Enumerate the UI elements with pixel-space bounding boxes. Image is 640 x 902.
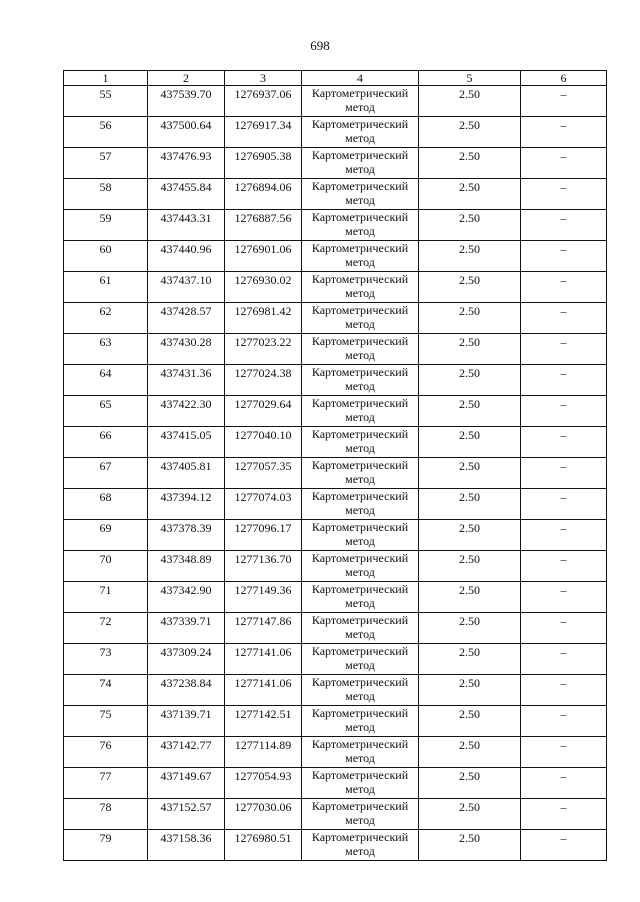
method-text-line1: Картометрический [311,489,409,503]
table-row [64,582,607,613]
y-coordinate-cell: 1276901.06 [225,241,302,272]
method-text-line2: метод [345,162,375,176]
table-row [64,148,607,179]
method-text-line2: метод [345,193,375,207]
accuracy-cell: 2.50 [419,272,521,303]
method-cell [302,86,419,117]
method-text-line1: Картометрический [311,117,409,131]
method-cell [302,272,419,303]
table-row [64,799,607,830]
point-number-cell: 55 [64,86,148,117]
x-coordinate-cell: 437238.84 [148,675,225,706]
method-text-line1: Картометрический [311,458,409,472]
accuracy-cell: 2.50 [419,830,521,861]
method-cell [302,768,419,799]
method-cell [302,799,419,830]
note-cell: – [521,675,607,706]
note-cell: – [521,210,607,241]
note-cell: – [521,241,607,272]
method-text-line1: Картометрический [311,737,409,751]
y-coordinate-cell: 1277074.03 [225,489,302,520]
method-text-line1: Картометрический [311,520,409,534]
y-coordinate-cell: 1277142.51 [225,706,302,737]
point-number-cell: 57 [64,148,148,179]
point-number-cell: 60 [64,241,148,272]
table-header-row [64,71,607,86]
accuracy-cell: 2.50 [419,551,521,582]
x-coordinate-cell: 437142.77 [148,737,225,768]
note-cell: – [521,644,607,675]
method-cell [302,365,419,396]
note-cell: – [521,427,607,458]
point-number-cell: 64 [64,365,148,396]
method-text-line1: Картометрический [311,427,409,441]
table-row [64,706,607,737]
x-coordinate-cell: 437500.64 [148,117,225,148]
x-coordinate-cell: 437309.24 [148,644,225,675]
y-coordinate-cell: 1277040.10 [225,427,302,458]
method-cell [302,520,419,551]
x-coordinate-cell: 437415.05 [148,427,225,458]
method-text-line2: метод [345,379,375,393]
accuracy-cell: 2.50 [419,365,521,396]
method-text-line2: метод [345,348,375,362]
note-cell: – [521,272,607,303]
method-text-line1: Картометрический [311,582,409,596]
table-row [64,179,607,210]
method-text-line2: метод [345,813,375,827]
point-number-cell: 71 [64,582,148,613]
point-number-cell: 56 [64,117,148,148]
accuracy-cell: 2.50 [419,427,521,458]
point-number-cell: 79 [64,830,148,861]
column-header: 6 [521,71,607,86]
method-text-line2: метод [345,441,375,455]
method-cell [302,706,419,737]
point-number-cell: 77 [64,768,148,799]
note-cell: – [521,830,607,861]
method-text-line2: метод [345,782,375,796]
x-coordinate-cell: 437342.90 [148,582,225,613]
y-coordinate-cell: 1276937.06 [225,86,302,117]
point-number-cell: 69 [64,520,148,551]
method-text-line2: метод [345,100,375,114]
x-coordinate-cell: 437539.70 [148,86,225,117]
table-row [64,768,607,799]
method-text-line1: Картометрический [311,675,409,689]
note-cell: – [521,582,607,613]
method-cell [302,179,419,210]
table-row [64,365,607,396]
y-coordinate-cell: 1276917.34 [225,117,302,148]
note-cell: – [521,551,607,582]
accuracy-cell: 2.50 [419,489,521,520]
column-header: 3 [225,71,302,86]
note-cell: – [521,737,607,768]
table-row [64,241,607,272]
column-header: 1 [64,71,148,86]
note-cell: – [521,334,607,365]
note-cell: – [521,520,607,551]
table-row [64,86,607,117]
method-text-line2: метод [345,317,375,331]
method-text-line2: метод [345,224,375,238]
method-text-line1: Картометрический [311,303,409,317]
accuracy-cell: 2.50 [419,148,521,179]
x-coordinate-cell: 437431.36 [148,365,225,396]
method-text-line1: Картометрический [311,768,409,782]
point-number-cell: 65 [64,396,148,427]
method-text-line1: Картометрический [311,334,409,348]
point-number-cell: 61 [64,272,148,303]
accuracy-cell: 2.50 [419,86,521,117]
note-cell: – [521,365,607,396]
accuracy-cell: 2.50 [419,768,521,799]
x-coordinate-cell: 437158.36 [148,830,225,861]
method-text-line1: Картометрический [311,396,409,410]
x-coordinate-cell: 437149.67 [148,768,225,799]
table-row [64,675,607,706]
table-row [64,427,607,458]
method-text-line1: Картометрический [311,210,409,224]
method-text-line2: метод [345,255,375,269]
accuracy-cell: 2.50 [419,210,521,241]
method-text-line1: Картометрический [311,241,409,255]
method-text-line2: метод [345,751,375,765]
method-cell [302,458,419,489]
x-coordinate-cell: 437348.89 [148,551,225,582]
method-text-line1: Картометрический [311,365,409,379]
accuracy-cell: 2.50 [419,799,521,830]
note-cell: – [521,706,607,737]
table-row [64,396,607,427]
x-coordinate-cell: 437405.81 [148,458,225,489]
method-cell [302,644,419,675]
table-row [64,210,607,241]
accuracy-cell: 2.50 [419,582,521,613]
method-text-line1: Картометрический [311,551,409,565]
y-coordinate-cell: 1276905.38 [225,148,302,179]
method-text-line2: метод [345,472,375,486]
method-cell [302,427,419,458]
note-cell: – [521,303,607,334]
point-number-cell: 68 [64,489,148,520]
point-number-cell: 63 [64,334,148,365]
x-coordinate-cell: 437339.71 [148,613,225,644]
method-text-line1: Картометрический [311,86,409,100]
method-cell [302,551,419,582]
y-coordinate-cell: 1277057.35 [225,458,302,489]
method-cell [302,582,419,613]
method-text-line2: метод [345,658,375,672]
accuracy-cell: 2.50 [419,396,521,427]
point-number-cell: 59 [64,210,148,241]
y-coordinate-cell: 1277029.64 [225,396,302,427]
note-cell: – [521,489,607,520]
point-number-cell: 58 [64,179,148,210]
y-coordinate-cell: 1277149.36 [225,582,302,613]
point-number-cell: 62 [64,303,148,334]
table-row [64,303,607,334]
y-coordinate-cell: 1277023.22 [225,334,302,365]
method-text-line2: метод [345,410,375,424]
page-number: 698 [310,38,330,53]
method-text-line2: метод [345,596,375,610]
method-text-line1: Картометрический [311,179,409,193]
method-text-line2: метод [345,627,375,641]
method-cell [302,117,419,148]
table-row [64,117,607,148]
method-text-line2: метод [345,565,375,579]
method-cell [302,675,419,706]
method-text-line1: Картометрический [311,148,409,162]
x-coordinate-cell: 437152.57 [148,799,225,830]
point-number-cell: 75 [64,706,148,737]
accuracy-cell: 2.50 [419,520,521,551]
method-text-line2: метод [345,844,375,858]
note-cell: – [521,179,607,210]
method-text-line1: Картометрический [311,706,409,720]
x-coordinate-cell: 437440.96 [148,241,225,272]
method-cell [302,303,419,334]
method-cell [302,334,419,365]
method-cell [302,210,419,241]
method-cell [302,489,419,520]
note-cell: – [521,799,607,830]
accuracy-cell: 2.50 [419,706,521,737]
coordinates-table [63,70,607,861]
method-cell [302,737,419,768]
y-coordinate-cell: 1277024.38 [225,365,302,396]
y-coordinate-cell: 1276980.51 [225,830,302,861]
x-coordinate-cell: 437443.31 [148,210,225,241]
accuracy-cell: 2.50 [419,458,521,489]
point-number-cell: 72 [64,613,148,644]
x-coordinate-cell: 437455.84 [148,179,225,210]
x-coordinate-cell: 437428.57 [148,303,225,334]
x-coordinate-cell: 437437.10 [148,272,225,303]
accuracy-cell: 2.50 [419,675,521,706]
note-cell: – [521,613,607,644]
accuracy-cell: 2.50 [419,644,521,675]
x-coordinate-cell: 437378.39 [148,520,225,551]
method-text-line2: метод [345,689,375,703]
y-coordinate-cell: 1276894.06 [225,179,302,210]
table-row [64,830,607,861]
y-coordinate-cell: 1276930.02 [225,272,302,303]
x-coordinate-cell: 437422.30 [148,396,225,427]
y-coordinate-cell: 1277096.17 [225,520,302,551]
y-coordinate-cell: 1277141.06 [225,644,302,675]
point-number-cell: 67 [64,458,148,489]
method-text-line1: Картометрический [311,272,409,286]
x-coordinate-cell: 437430.28 [148,334,225,365]
y-coordinate-cell: 1277030.06 [225,799,302,830]
y-coordinate-cell: 1276887.56 [225,210,302,241]
method-cell [302,830,419,861]
method-text-line2: метод [345,720,375,734]
x-coordinate-cell: 437394.12 [148,489,225,520]
point-number-cell: 73 [64,644,148,675]
method-text-line2: метод [345,286,375,300]
method-text-line2: метод [345,503,375,517]
method-cell [302,613,419,644]
table-row [64,458,607,489]
note-cell: – [521,148,607,179]
accuracy-cell: 2.50 [419,117,521,148]
y-coordinate-cell: 1277141.06 [225,675,302,706]
column-header: 2 [148,71,225,86]
y-coordinate-cell: 1277147.86 [225,613,302,644]
table-row [64,489,607,520]
note-cell: – [521,396,607,427]
method-text-line1: Картометрический [311,830,409,844]
table-row [64,613,607,644]
column-header: 5 [419,71,521,86]
method-text-line2: метод [345,534,375,548]
note-cell: – [521,86,607,117]
method-cell [302,241,419,272]
y-coordinate-cell: 1277136.70 [225,551,302,582]
method-cell [302,148,419,179]
table-row [64,272,607,303]
accuracy-cell: 2.50 [419,179,521,210]
table-row [64,737,607,768]
point-number-cell: 78 [64,799,148,830]
accuracy-cell: 2.50 [419,613,521,644]
x-coordinate-cell: 437139.71 [148,706,225,737]
x-coordinate-cell: 437476.93 [148,148,225,179]
y-coordinate-cell: 1276981.42 [225,303,302,334]
point-number-cell: 74 [64,675,148,706]
method-text-line1: Картометрический [311,799,409,813]
accuracy-cell: 2.50 [419,334,521,365]
method-text-line2: метод [345,131,375,145]
accuracy-cell: 2.50 [419,303,521,334]
method-text-line1: Картометрический [311,644,409,658]
table-row [64,334,607,365]
y-coordinate-cell: 1277114.89 [225,737,302,768]
y-coordinate-cell: 1277054.93 [225,768,302,799]
accuracy-cell: 2.50 [419,241,521,272]
note-cell: – [521,768,607,799]
method-text-line1: Картометрический [311,613,409,627]
note-cell: – [521,458,607,489]
table-row [64,644,607,675]
point-number-cell: 66 [64,427,148,458]
column-header: 4 [302,71,419,86]
accuracy-cell: 2.50 [419,737,521,768]
table-row [64,551,607,582]
point-number-cell: 76 [64,737,148,768]
note-cell: – [521,117,607,148]
method-cell [302,396,419,427]
table-body [64,86,607,861]
table-row [64,520,607,551]
point-number-cell: 70 [64,551,148,582]
